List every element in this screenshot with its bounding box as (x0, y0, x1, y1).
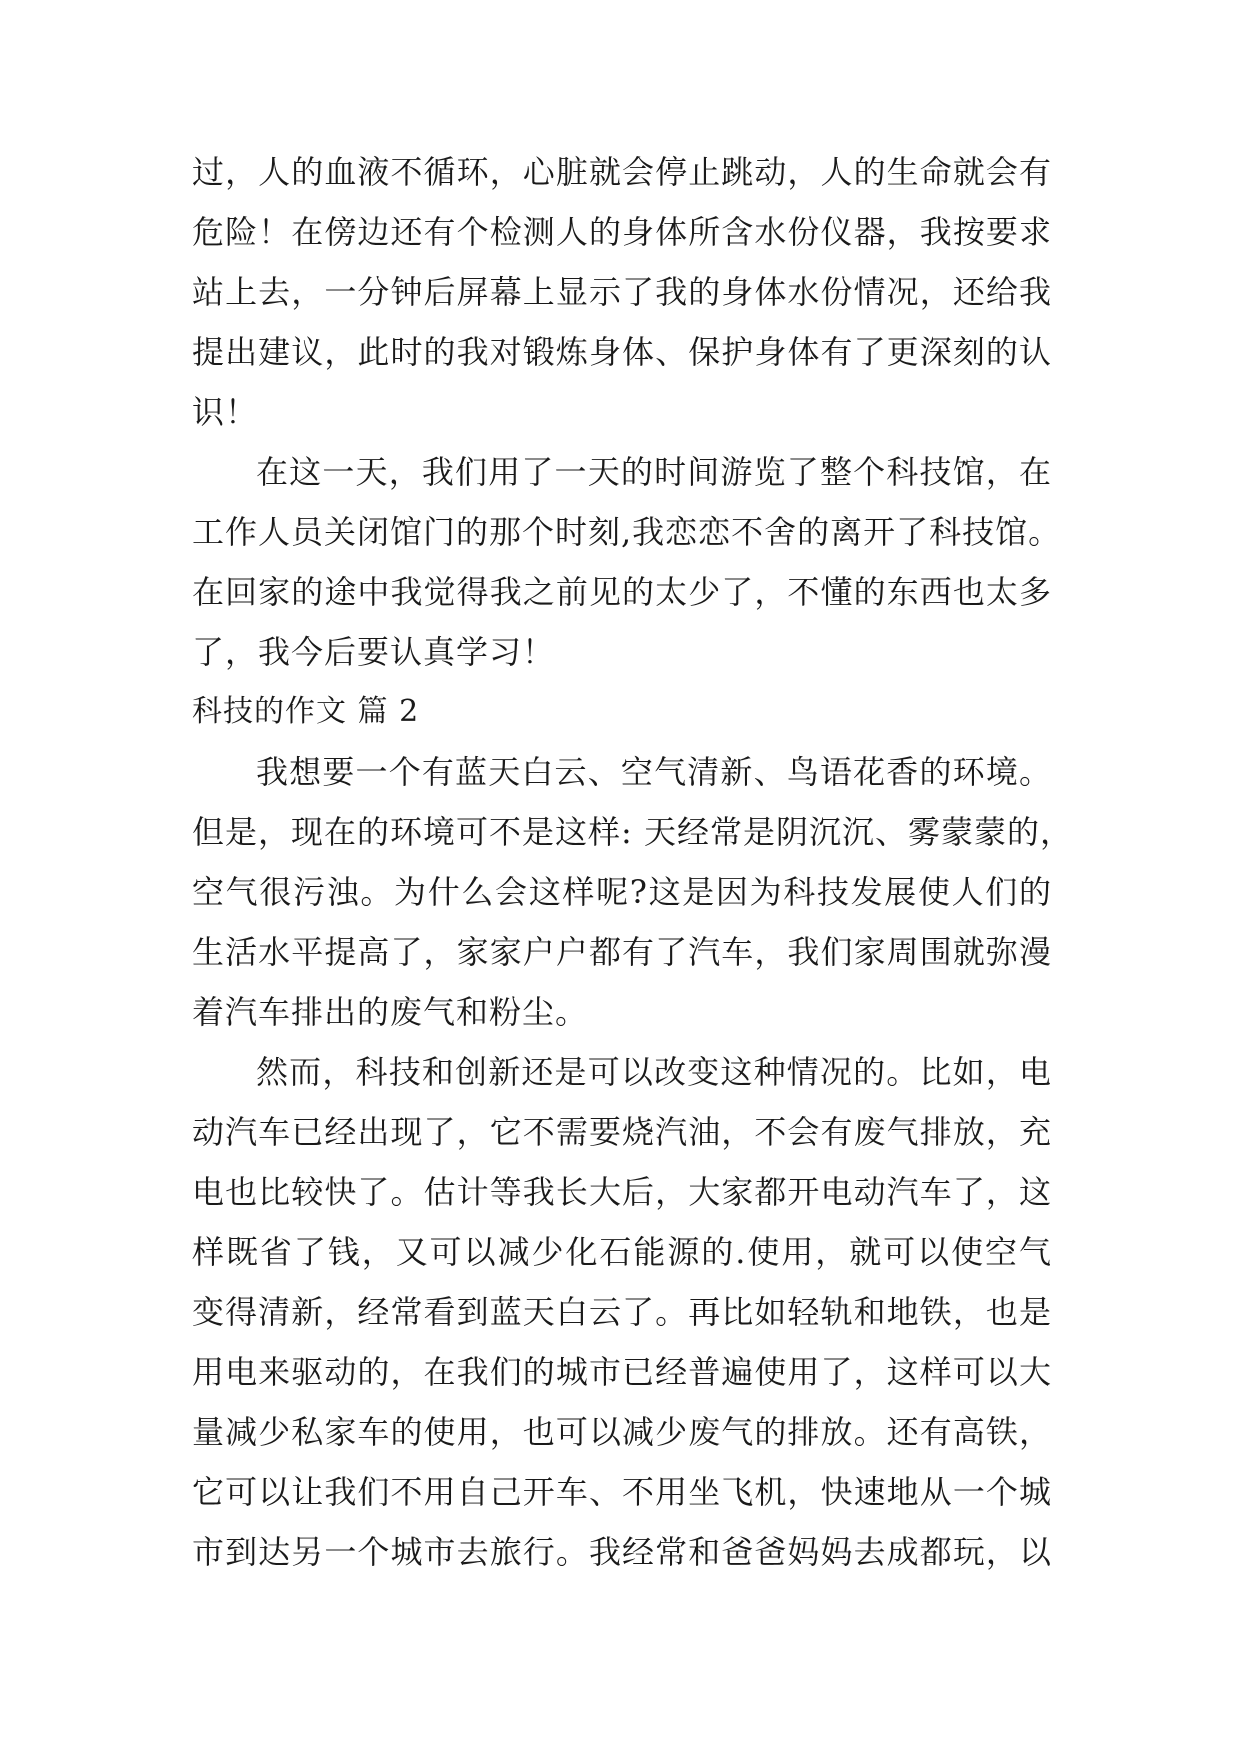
text-line: 着汽车排出的废气和粉尘。 (192, 993, 589, 1031)
text-line: 提出建议，此时的我对锻炼身体、保护身体有了更深刻的认 (192, 333, 1052, 371)
text-line: 空气很污浊。为什么会这样呢?这是因为科技发展使人们的 (192, 873, 1052, 911)
paragraph-first-line: 在这一天，我们用了一天的时间游览了整个科技馆，在 (256, 453, 1052, 491)
text-line: 危险！在傍边还有个检测人的身体所含水份仪器，我按要求 (192, 213, 1052, 251)
text-line: 电也比较快了。估计等我长大后，大家都开电动汽车了，这 (192, 1173, 1052, 1211)
text-line: 识！ (192, 393, 259, 431)
text-line: 过，人的血液不循环，心脏就会停止跳动，人的生命就会有 (192, 153, 1052, 191)
section-heading: 科技的作文 篇 2 (192, 694, 420, 729)
text-line: 变得清新，经常看到蓝天白云了。再比如轻轨和地铁，也是 (192, 1293, 1052, 1331)
text-line: 用电来驱动的，在我们的城市已经普遍使用了，这样可以大 (192, 1353, 1052, 1391)
text-line: 了，我今后要认真学习！ (192, 633, 556, 671)
text-line: 站上去，一分钟后屏幕上显示了我的身体水份情况，还给我 (192, 273, 1052, 311)
text-line: 样既省了钱，又可以减少化石能源的.使用，就可以使空气 (192, 1233, 1052, 1271)
text-line: 动汽车已经出现了，它不需要烧汽油，不会有废气排放，充 (192, 1113, 1052, 1151)
text-line: 量减少私家车的使用，也可以减少废气的排放。还有高铁， (192, 1413, 1052, 1451)
text-line: 它可以让我们不用自己开车、不用坐飞机，快速地从一个城 (192, 1473, 1052, 1511)
paragraph-first-line: 然而，科技和创新还是可以改变这种情况的。比如，电 (256, 1053, 1052, 1091)
text-line: 市到达另一个城市去旅行。我经常和爸爸妈妈去成都玩，以 (192, 1533, 1052, 1571)
text-line: 工作人员关闭馆门的那个时刻,我恋恋不舍的离开了科技馆。 (192, 513, 1062, 551)
text-line: 在回家的途中我觉得我之前见的太少了，不懂的东西也太多 (192, 573, 1052, 611)
text-line: 生活水平提高了，家家户户都有了汽车，我们家周围就弥漫 (192, 933, 1052, 971)
text-line: 但是，现在的环境可不是这样: 天经常是阴沉沉、雾蒙蒙的， (192, 813, 1073, 851)
paragraph-first-line: 我想要一个有蓝天白云、空气清新、鸟语花香的环境。 (256, 753, 1052, 791)
